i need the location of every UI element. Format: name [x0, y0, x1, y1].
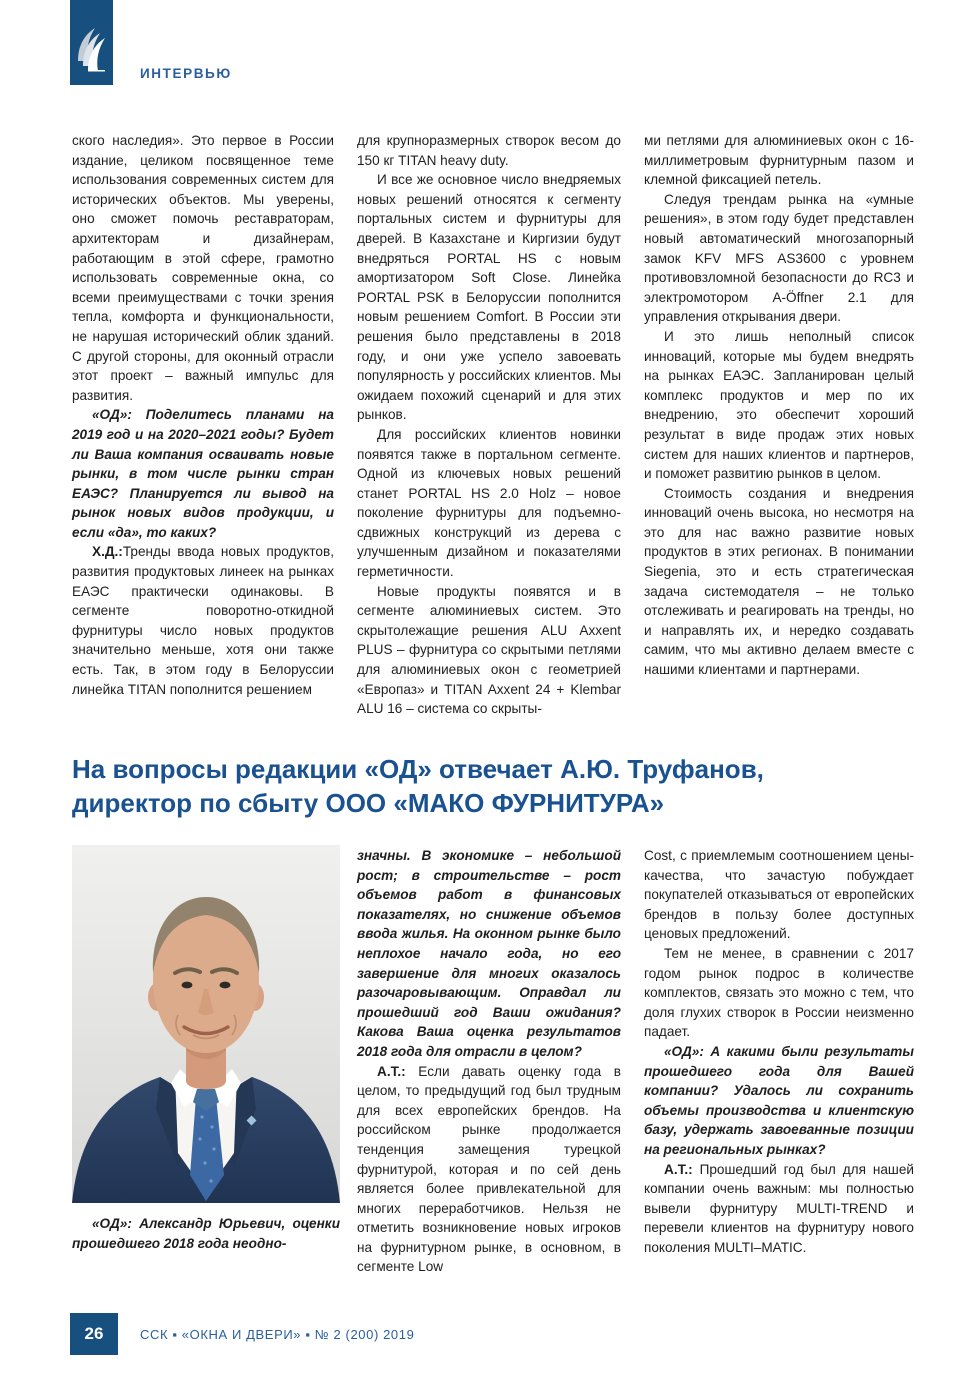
paragraph: И это лишь неполный список инноваций, которые мы будем внедрять на рынках ЕАЭС. Запланирован целый комплекс продуктов и мер по их внедрению, это обеспечит хороший результат в виде продаж этих новых систем для наших клиентов и партнеров, и поможет развитию рынков в целом.: [644, 328, 914, 482]
paragraph: ми петлями для алюминиевых окон с 16-миллиметровым фурнитурным пазом и клемной фиксацией петель.: [644, 133, 914, 188]
man-in-suit-illustration: [72, 845, 340, 1203]
speaker-initials: Х.Д.:: [92, 544, 123, 560]
interview-answer: [72, 542, 334, 699]
section-label: ИНТЕРВЬЮ: [140, 66, 232, 81]
paragraph: Новые продукты появятся и в сегменте алюминиевых систем. Это скрытолежащие решения ALU Axxent PLUS – фурнитура со скрытыми петлями для алюминиевых окон с геометрией «Европаз» и TITAN Axxent 24 + Klembar ALU 16 – система со скрыты-: [357, 583, 621, 717]
answer-text: Тренды ввода новых продуктов, развития продуктовых линеек на рынках ЕАЭС практически одинаковы. В сегменте поворотно-откидной фурнитуры число новых продуктов значительно меньше, хотя они также есть. Так, в этом году в Белоруссии линейка TITAN пополнится решением: [72, 544, 334, 697]
top-column-1: [72, 131, 334, 699]
headline-line-1: На вопросы редакции «ОД» отвечает А.Ю. Труфанов,: [72, 754, 764, 784]
paragraph: Для российских клиентов новинки появятся также в портальном сегменте. Одной из ключевых новых решений станет PORTAL HS 2.0 Holz – новое поколение фурнитуры для подъемно-сдвижных конструкций из дерева с улучшенным дизайном и показателями герметичности.: [357, 426, 621, 580]
bottom-column-3: [644, 846, 914, 1257]
interview-answer: [357, 1062, 621, 1278]
paragraph: Тем не менее, в сравнении с 2017 годом рынок подрос в количестве комплектов, связать это можно с тем, что доля глухих створок в России неизменно падает.: [644, 945, 914, 1040]
bottom-column-1: [72, 1214, 340, 1253]
interview-question: «ОД»: Поделитесь планами на 2019 год и на 2020–2021 годы? Будет ли Ваша компания осваивать новые рынки, в том числе рынки стран ЕАЭС? Планируется ли вывод на рынок новых видов продукции, и если «да», то каких?: [72, 407, 334, 540]
paragraph: И все же основное число внедряемых новых решений относятся к сегменту портальных систем и фурнитуры для дверей. В Казахстане и Киргизии будут внедряться PORTAL HS с новым амортизатором Soft Close. Линейка PORTAL PSK в Белоруссии пополнится новым решением Comfort. В России эти решения было представлены в 2018 году, и они уже успело завоевать популярность у российских клиентов. Мы ожидаем похожий сценарий и для этих рынков.: [357, 172, 621, 423]
page-number: 26: [84, 1324, 104, 1343]
headline-line-2: директор по сбыту ООО «МАКО ФУРНИТУРА»: [72, 788, 665, 818]
interview-answer: [644, 1160, 914, 1258]
interview-question: «ОД»: Александр Юрьевич, оценки прошедшего 2018 года неодно-: [72, 1216, 340, 1251]
paragraph: ского наследия». Это первое в России издание, целиком посвященное теме использования современных систем для исторических объектов. Мы уверены, оно сможет помочь реставраторам, архитекторам и дизайнерам, работающим в этой сфере, грамотно использовать современные окна, со всеми преимуществами с точки зрения тепла, комфорта и функциональности, не нарушая исторический облик зданий. С другой стороны, для оконный отрасли этот проект – важный импульс для развития.: [72, 133, 334, 403]
paragraph: Стоимость создания и внедрения инноваций очень высока, но несмотря на это для нас важно развитие новых продуктов в этих регионах. В понимании Siegenia, это и есть стратегическая задача системодателя – не только отслеживать и реагировать на тренды, но и направлять их, и нередко создавать самим, что мы активно делаем вместе с нашими клиентами и партнерами.: [644, 485, 914, 678]
paragraph: Cost, с приемлемым соотношением цены-качества, что зачастую побуждает покупателей отказываться от европейских брендов в пользу более доступных ценовых предложений.: [644, 848, 914, 942]
top-column-2: [357, 131, 621, 719]
answer-text: Прошедший год был для нашей компании очень важным: мы полностью вывели фурнитуру MULTI-TREND и перевели клиентов на фурнитуру нового поколения MULTI–MATIC.: [644, 1161, 914, 1255]
interview-question: «ОД»: А какими были результаты прошедшего года для Вашей компании? Удалось ли сохранить объемы производства и клиентскую базу, удержать завоеванные позиции на региональных рынках?: [644, 1043, 914, 1157]
answer-text: Если давать оценку года в целом, то предыдущий год был трудным для всех европейских брендов. На российском рынке продолжается тенденция замещения турецкой фурнитурой, которая и по сей день является более привлекательной для многих переработчиков. Нельзя не отметить возникновение новых игроков на фурнитурном рынке, в основном, в сегменте Low: [357, 1063, 621, 1275]
speaker-initials: А.Т.:: [377, 1063, 406, 1079]
publisher-logo: [70, 0, 113, 85]
bottom-column-2: [357, 846, 621, 1277]
paragraph: для крупноразмерных створок весом до 150 кг TITAN heavy duty.: [357, 133, 621, 168]
interview-headline: [72, 752, 952, 820]
logo-swoosh-icon: [70, 0, 113, 85]
journal-footer-line: ССК ▪ «ОКНА И ДВЕРИ» ▪ № 2 (200) 2019: [140, 1327, 415, 1342]
page-number-badge: [70, 1313, 118, 1355]
portrait-photo: [72, 845, 340, 1203]
speaker-initials: А.Т.:: [664, 1161, 693, 1177]
paragraph: Следуя трендам рынка на «умные решения», в этом году будет представлен новый автоматический многозапорный замок KFV MFS AS3600 с уровнем противовзломной безопасности до RC3 и электромотором A-Öffner 2.1 для управления открывания двери.: [644, 191, 914, 325]
top-column-3: [644, 131, 914, 680]
interview-question: значны. В экономике – небольшой рост; в строительстве – рост объемов работ в финансовых показателях, но снижение объемов ввода жилья. На оконном рынке было неплохое начало года, но его завершение для многих оказалось разочаровывающим. Оправдал ли прошедший год Ваши ожидания? Какова Ваша оценка результатов 2018 года для отрасли в целом?: [357, 848, 621, 1059]
